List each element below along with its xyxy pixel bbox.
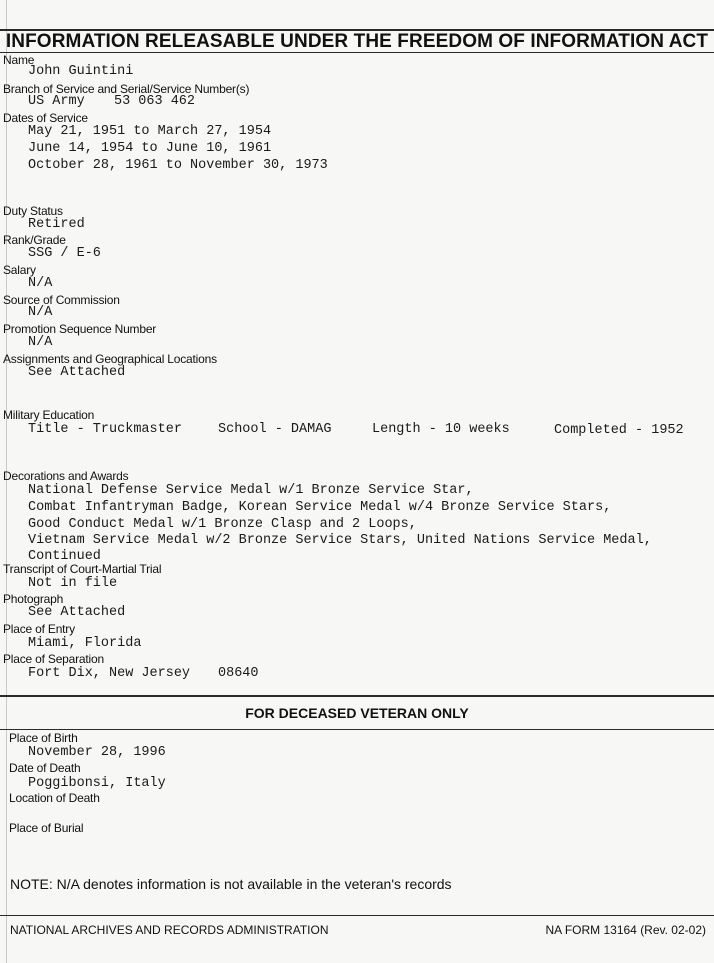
education-school: School - DAMAG	[218, 422, 332, 437]
place-of-entry-label: Place of Entry	[3, 622, 75, 636]
decorations-label: Decorations and Awards	[3, 469, 129, 483]
decoration-line-2: Combat Infantryman Badge, Korean Service Medal w/4 Bronze Service Stars,	[28, 500, 612, 515]
source-of-commission-value: N/A	[28, 305, 53, 320]
salary-label: Salary	[3, 263, 36, 277]
salary-value: N/A	[28, 276, 53, 291]
photograph-value: See Attached	[28, 605, 126, 620]
education-title: Title - Truckmaster	[28, 422, 182, 437]
photograph-label: Photograph	[3, 592, 64, 606]
footer-rule	[0, 915, 714, 916]
military-education-label: Military Education	[3, 408, 95, 422]
serial-number-value: 53 063 462	[114, 94, 196, 109]
place-of-birth-label: Place of Birth	[9, 731, 78, 745]
court-martial-value: Not in file	[28, 576, 118, 591]
duty-status-value: Retired	[28, 217, 85, 232]
decoration-line-1: National Defense Service Medal w/1 Bronze Service Star,	[28, 483, 474, 498]
court-martial-label: Transcript of Court-Martial Trial	[3, 562, 162, 576]
name-value: John Guintini	[28, 64, 134, 79]
assignments-value: See Attached	[28, 365, 126, 380]
place-of-separation-label: Place of Separation	[3, 652, 104, 666]
service-period-1: May 21, 1951 to March 27, 1954	[28, 124, 272, 139]
branch-value: US Army	[28, 94, 85, 109]
date-of-death-label: Date of Death	[9, 761, 81, 775]
form-number: NA FORM 13164 (Rev. 02-02)	[545, 923, 706, 937]
duty-status-label: Duty Status	[3, 204, 63, 218]
dates-of-service-label: Dates of Service	[3, 111, 88, 125]
na-note: NOTE: N/A denotes information is not available in the veteran's records	[10, 876, 452, 892]
place-of-separation-value: Fort Dix, New Jersey	[28, 666, 191, 681]
form-title: INFORMATION RELEASABLE UNDER THE FREEDOM OF INFORMATION ACT	[5, 31, 709, 52]
deceased-section-top-rule	[0, 695, 714, 697]
branch-label: Branch of Service and Serial/Service Number(s)	[3, 82, 250, 96]
place-of-burial-label: Place of Burial	[9, 821, 84, 835]
decoration-line-3: Good Conduct Medal w/1 Bronze Clasp and 2 Loops,	[28, 517, 417, 532]
agency-name: NATIONAL ARCHIVES AND RECORDS ADMINISTRATION	[10, 923, 329, 937]
decoration-line-4: Vietnam Service Medal w/2 Bronze Service Stars, United Nations Service Medal,	[28, 533, 652, 548]
location-of-death-label: Location of Death	[9, 791, 100, 805]
assignments-label: Assignments and Geographical Locations	[3, 352, 217, 366]
education-length: Length - 10 weeks	[372, 422, 510, 437]
deceased-section-rule	[0, 729, 714, 730]
source-of-commission-label: Source of Commission	[3, 293, 120, 307]
rank-grade-value: SSG / E-6	[28, 246, 101, 261]
separation-zip-value: 08640	[218, 666, 259, 681]
deceased-section-title: FOR DECEASED VETERAN ONLY	[245, 705, 469, 721]
rank-grade-label: Rank/Grade	[3, 233, 66, 247]
place-of-entry-value: Miami, Florida	[28, 636, 142, 651]
education-completed: Completed - 1952	[554, 423, 684, 438]
title-rule	[0, 52, 714, 53]
decoration-line-5: Continued	[28, 549, 101, 564]
name-label: Name	[3, 53, 35, 67]
promotion-sequence-label: Promotion Sequence Number	[3, 322, 157, 336]
date-of-death-value: Poggibonsi, Italy	[28, 776, 166, 791]
place-of-birth-value: November 28, 1996	[28, 745, 166, 760]
service-period-2: June 14, 1954 to June 10, 1961	[28, 141, 272, 156]
service-period-3: October 28, 1961 to November 30, 1973	[28, 158, 328, 173]
promotion-sequence-value: N/A	[28, 335, 53, 350]
